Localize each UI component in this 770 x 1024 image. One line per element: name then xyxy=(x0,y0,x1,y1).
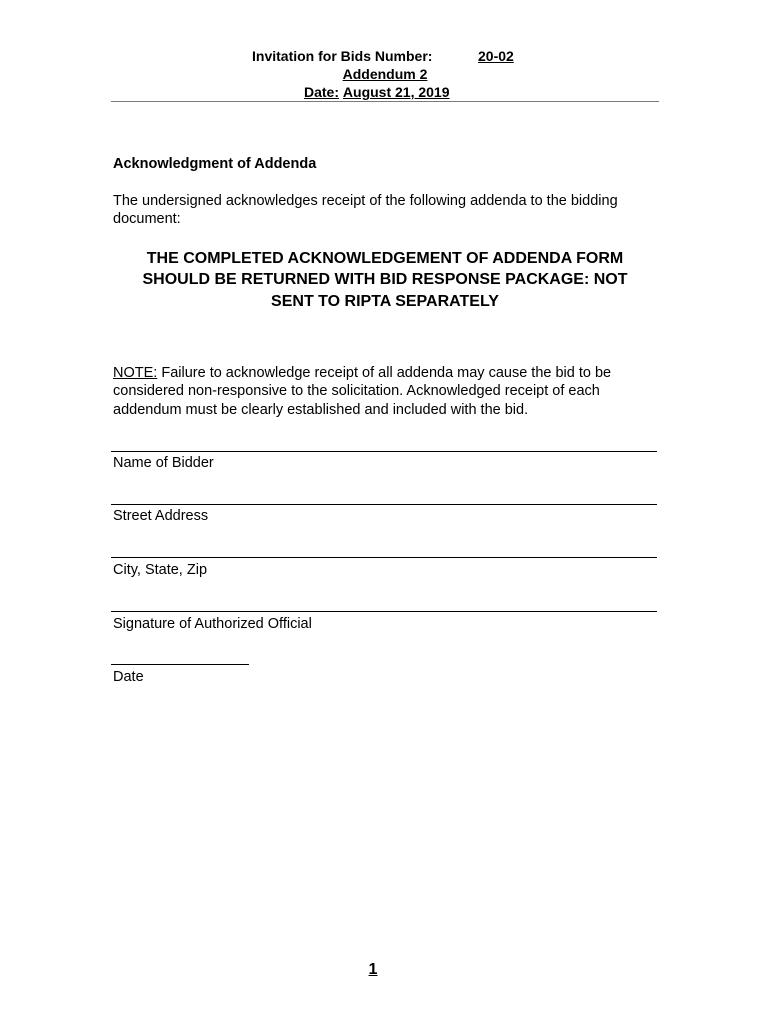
ifb-number: 20-02 xyxy=(478,48,514,64)
date-line xyxy=(304,84,450,100)
ifb-label: Invitation for Bids Number: xyxy=(252,48,433,64)
signature-label: Signature of Authorized Official xyxy=(113,616,312,632)
note-line-1-text: Failure to acknowledge receipt of all addenda may cause the bid to be xyxy=(157,365,612,381)
date-signature-label: Date xyxy=(113,669,144,685)
addendum-number: Addendum 2 xyxy=(342,66,428,82)
section-title: Acknowledgment of Addenda xyxy=(113,156,317,172)
notice-line-2: SHOULD BE RETURNED WITH BID RESPONSE PACKAGE: NOT xyxy=(142,271,628,288)
date-label: Date: xyxy=(304,84,340,100)
city-state-zip-line xyxy=(111,557,657,558)
note-label: NOTE: xyxy=(113,365,158,381)
header-divider xyxy=(111,101,659,102)
notice-line-3: SENT TO RIPTA SEPARATELY xyxy=(271,293,499,310)
city-state-zip-label: City, State, Zip xyxy=(113,562,208,578)
intro-line-1: The undersigned acknowledges receipt of the following addenda to the bidding xyxy=(113,193,618,209)
date-signature-line xyxy=(111,664,249,665)
note-line-1 xyxy=(113,364,611,383)
bidder-name-label: Name of Bidder xyxy=(113,455,214,471)
street-address-label: Street Address xyxy=(113,508,209,524)
date-value: August 21, 2019 xyxy=(342,84,450,100)
street-address-line xyxy=(111,504,657,505)
bidder-name-line xyxy=(111,451,657,452)
note-line-3: addendum must be clearly established and included with the bid. xyxy=(113,402,529,418)
note-line-2: considered non-responsive to the solicitation. Acknowledged receipt of each xyxy=(113,383,600,399)
page-number: 1 xyxy=(368,961,378,978)
intro-line-2: document: xyxy=(113,211,181,227)
notice-line-1: THE COMPLETED ACKNOWLEDGEMENT OF ADDENDA FORM xyxy=(146,250,624,267)
signature-line xyxy=(111,611,657,612)
